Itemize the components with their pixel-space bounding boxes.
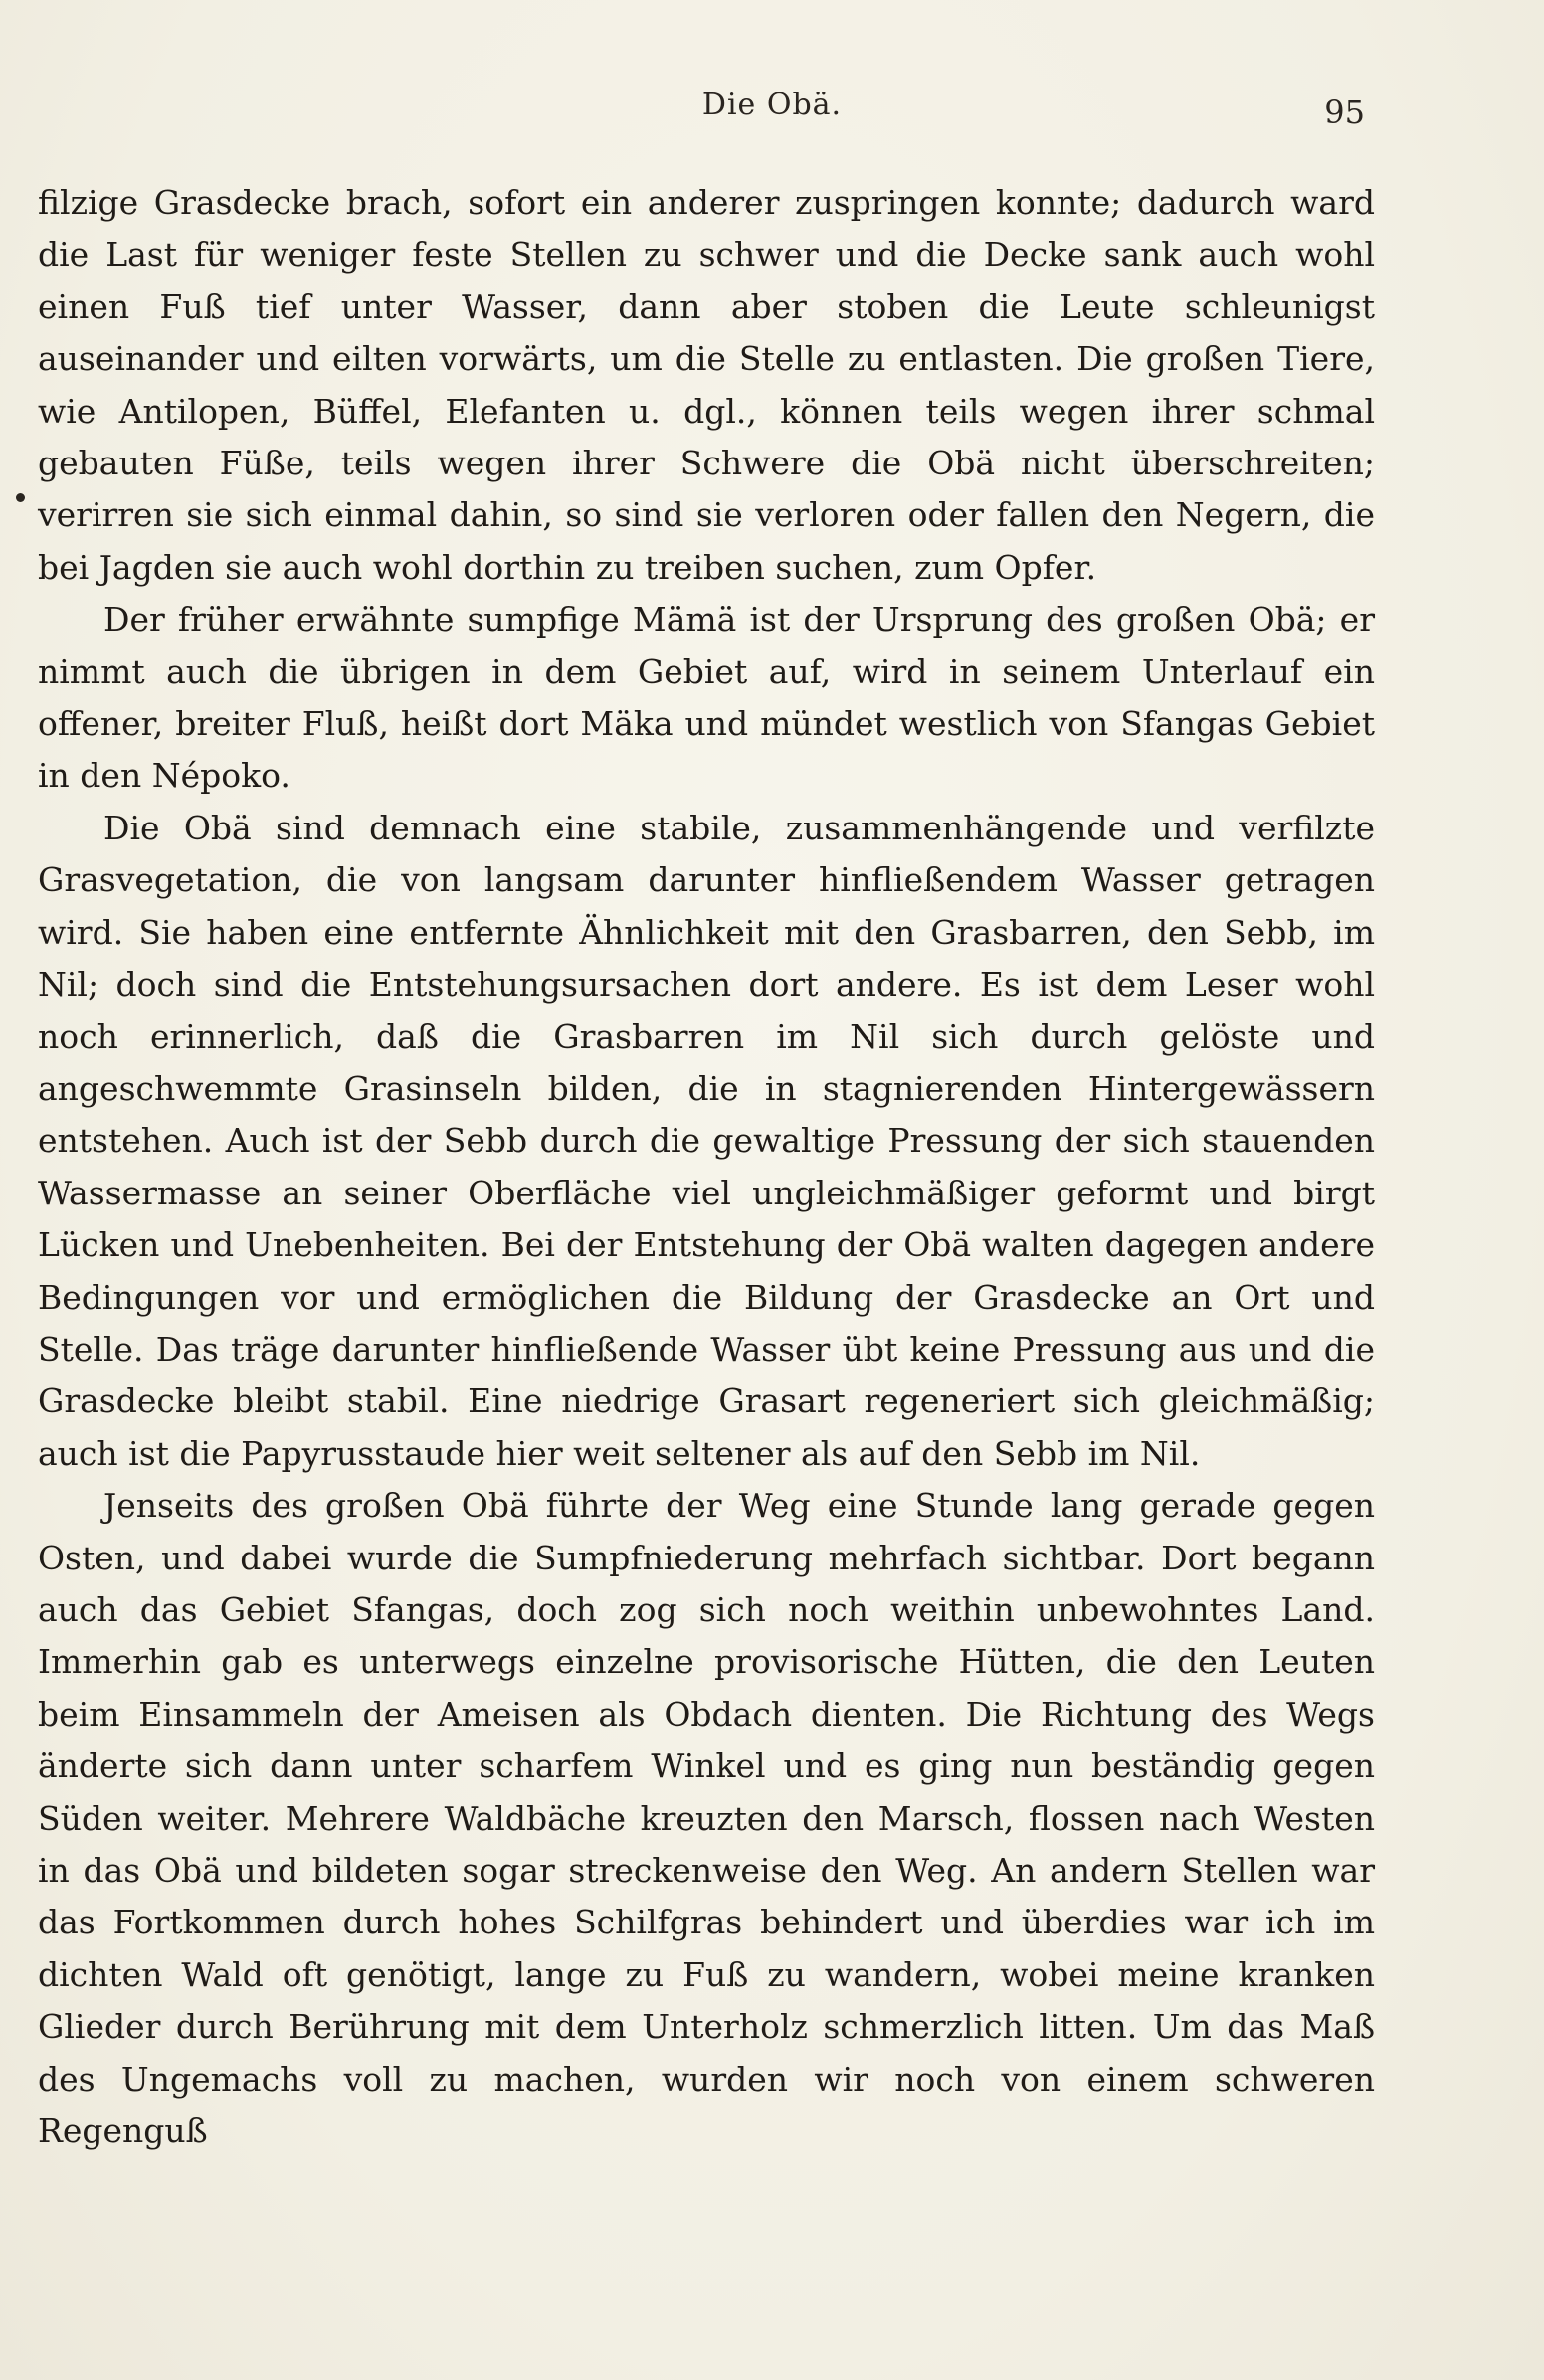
paragraph-continued: filzige Grasdecke brach, sofort ein anderer zuspringen konnte; dadurch ward die Last für weniger feste Stellen zu schwer und die Decke sank auch wohl einen Fuß tief unter Wasser, dann aber stoben die Leute schleunigst auseinander und eilten vorwärts, um die Stelle zu entlasten. Die großen Tiere, wie Antilopen, Büffel, Elefanten u. dgl., können teils wegen ihrer schmal gebauten Füße, teils wegen ihrer Schwere die Obä nicht überschreiten; verirren sie sich einmal dahin, so sind sie verloren oder fallen den Negern, die bei Jagden sie auch wohl dorthin zu treiben suchen, zum Opfer. <box>38 183 1375 587</box>
page-number: 95 <box>1324 93 1365 131</box>
margin-dot-mark <box>16 493 25 502</box>
paragraph: Der früher erwähnte sumpfige Mämä ist der Ursprung des großen Obä; er nimmt auch die übrigen in dem Gebiet auf, wird in seinem Unterlauf ein offener, breiter Fluß, heißt dort Mäka und mündet westlich von Sfangas Gebiet in den Népoko. <box>38 600 1375 796</box>
body-text <box>38 177 1375 2157</box>
page-header <box>0 88 1544 137</box>
paragraph: Jenseits des großen Obä führte der Weg eine Stunde lang gerade gegen Osten, und dabei wurde die Sumpfniederung mehrfach sichtbar. Dort begann auch das Gebiet Sfangas, doch zog sich noch weithin unbewohntes Land. Immerhin gab es unterwegs einzelne provisorische Hütten, die den Leuten beim Einsammeln der Ameisen als Obdach dienten. Die Richtung des Wegs änderte sich dann unter scharfem Winkel und es ging nun beständig gegen Süden weiter. Mehrere Waldbäche kreuzten den Marsch, flossen nach Westen in das Obä und bildeten sogar streckenweise den Weg. An andern Stellen war das Fortkommen durch hohes Schilfgras behindert und überdies war ich im dichten Wald oft genötigt, lange zu Fuß zu wandern, wobei meine kranken Glieder durch Berührung mit dem Unterholz schmerzlich litten. Um das Maß des Ungemachs voll zu machen, wurden wir noch von einem schweren Regenguß <box>38 1486 1375 2151</box>
running-title: Die Obä. <box>701 88 843 122</box>
paragraph: Die Obä sind demnach eine stabile, zusammenhängende und verfilzte Grasvegetation, die von langsam darunter hinfließendem Wasser getragen wird. Sie haben eine entfernte Ähnlichkeit mit den Grasbarren, den Sebb, im Nil; doch sind die Entstehungsursachen dort andere. Es ist dem Leser wohl noch erinnerlich, daß die Grasbarren im Nil sich durch gelöste und angeschwemmte Grasinseln bilden, die in stagnierenden Hintergewässern entstehen. Auch ist der Sebb durch die gewaltige Pressung der sich stauenden Wassermasse an seiner Oberfläche viel ungleichmäßiger geformt und birgt Lücken und Unebenheiten. Bei der Entstehung der Obä walten dagegen andere Bedingungen vor und ermöglichen die Bildung der Grasdecke an Ort und Stelle. Das träge darunter hinfließende Wasser übt keine Pressung aus und die Grasdecke bleibt stabil. Eine niedrige Grasart regeneriert sich gleichmäßig; auch ist die Papyrusstaude hier weit seltener als auf den Sebb im Nil. <box>38 808 1375 1473</box>
